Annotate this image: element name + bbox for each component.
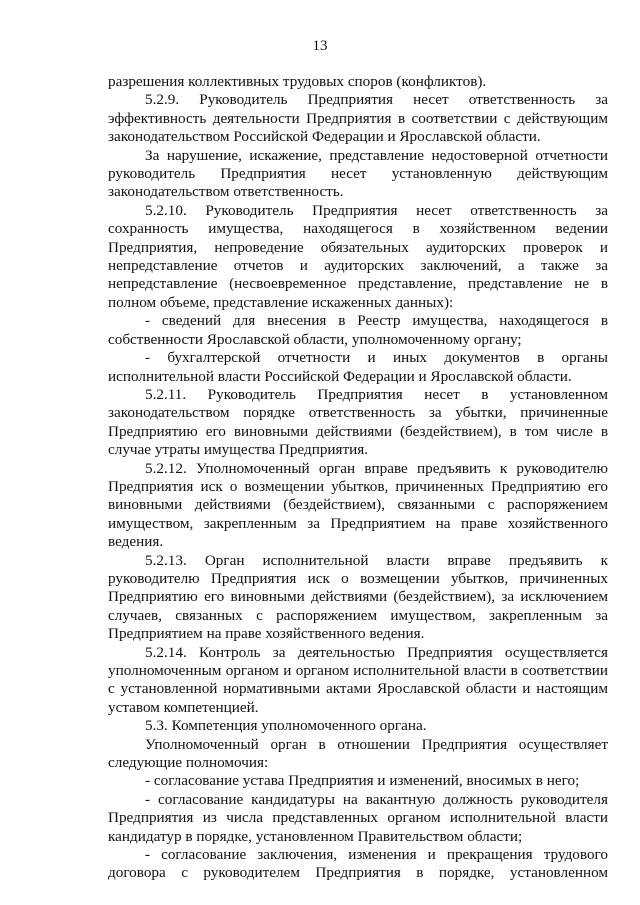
paragraph: 5.2.13. Орган исполнительной власти вправе предъявить к руководителю Предприятия иск о возмещении убытков, причиненных Предприятию его виновными действиями (бездействием), за исключением случаев, связанных с распоряжением имуществом, закрепленным за Предприятием на праве хозяйственного ведения. (108, 551, 608, 643)
paragraph: разрешения коллективных трудовых споров (конфликтов). (108, 73, 487, 90)
paragraph: Уполномоченный орган в отношении Предприятия осуществляет следующие полномочия: (108, 735, 608, 772)
paragraph: - сведений для внесения в Реестр имущества, находящегося в собственности Ярославской области, уполномоченному органу; (108, 312, 608, 348)
paragraph: 5.2.14. Контроль за деятельностью Предприятия осуществляется уполномоченным органом и органом исполнительной власти в соответствии с установленной нормативными актами Ярославской области и настоящим уставом компетенцией. (108, 643, 608, 716)
paragraph: За нарушение, искажение, представление недостоверной отчетности руководитель Предприятия несет установленную действующим законодательством ответственность. (108, 146, 608, 201)
paragraph: 5.2.9. Руководитель Предприятия несет ответственность за эффективность деятельности Предприятия в соответствии с действующим законодательством Российской Федерации и Ярославской области. (108, 91, 608, 146)
paragraph: 5.2.12. Уполномоченный орган вправе предъявить к руководителю Предприятия иск о возмещении убытков, причиненных Предприятию его виновными действиями (бездействием), связанными с распоряжением имуществом, закрепленным за Предприятием на праве хозяйственного ведения. (108, 459, 608, 551)
paragraph: - согласование заключения, изменения и прекращения трудового договора с руководителем Предприятия в порядке, установленном (108, 846, 608, 882)
paragraph: 5.3. Компетенция уполномоченного органа. (145, 717, 427, 735)
paragraph: - бухгалтерской отчетности и иных документов в органы исполнительной власти Российской Федерации и Ярославской области. (108, 349, 608, 385)
paragraph: - согласование кандидатуры на вакантную должность руководителя Предприятия из числа представленных органом исполнительной власти кандидатур в порядке, установленном Правительством области; (108, 790, 608, 845)
paragraph: - согласование устава Предприятия и изменений, вносимых в него; (145, 772, 580, 790)
paragraph: 5.2.11. Руководитель Предприятия несет в установленном законодательством порядке ответственность за убытки, причиненные Предприятию его виновными действиями (бездействием), в том числе в случае утраты имущества Предприятия. (108, 385, 608, 459)
document-body (108, 73, 608, 883)
page-number: 13 (312, 38, 328, 54)
paragraph: 5.2.10. Руководитель Предприятия несет ответственность за сохранность имущества, находящегося в хозяйственном ведении Предприятия, непроведение обязательных аудиторских проверок и непредставление отчетов и аудиторских заключений, а также за непредставление (несвоевременное представление, представление не в полном объеме, представление искаженных данных): (108, 201, 608, 311)
